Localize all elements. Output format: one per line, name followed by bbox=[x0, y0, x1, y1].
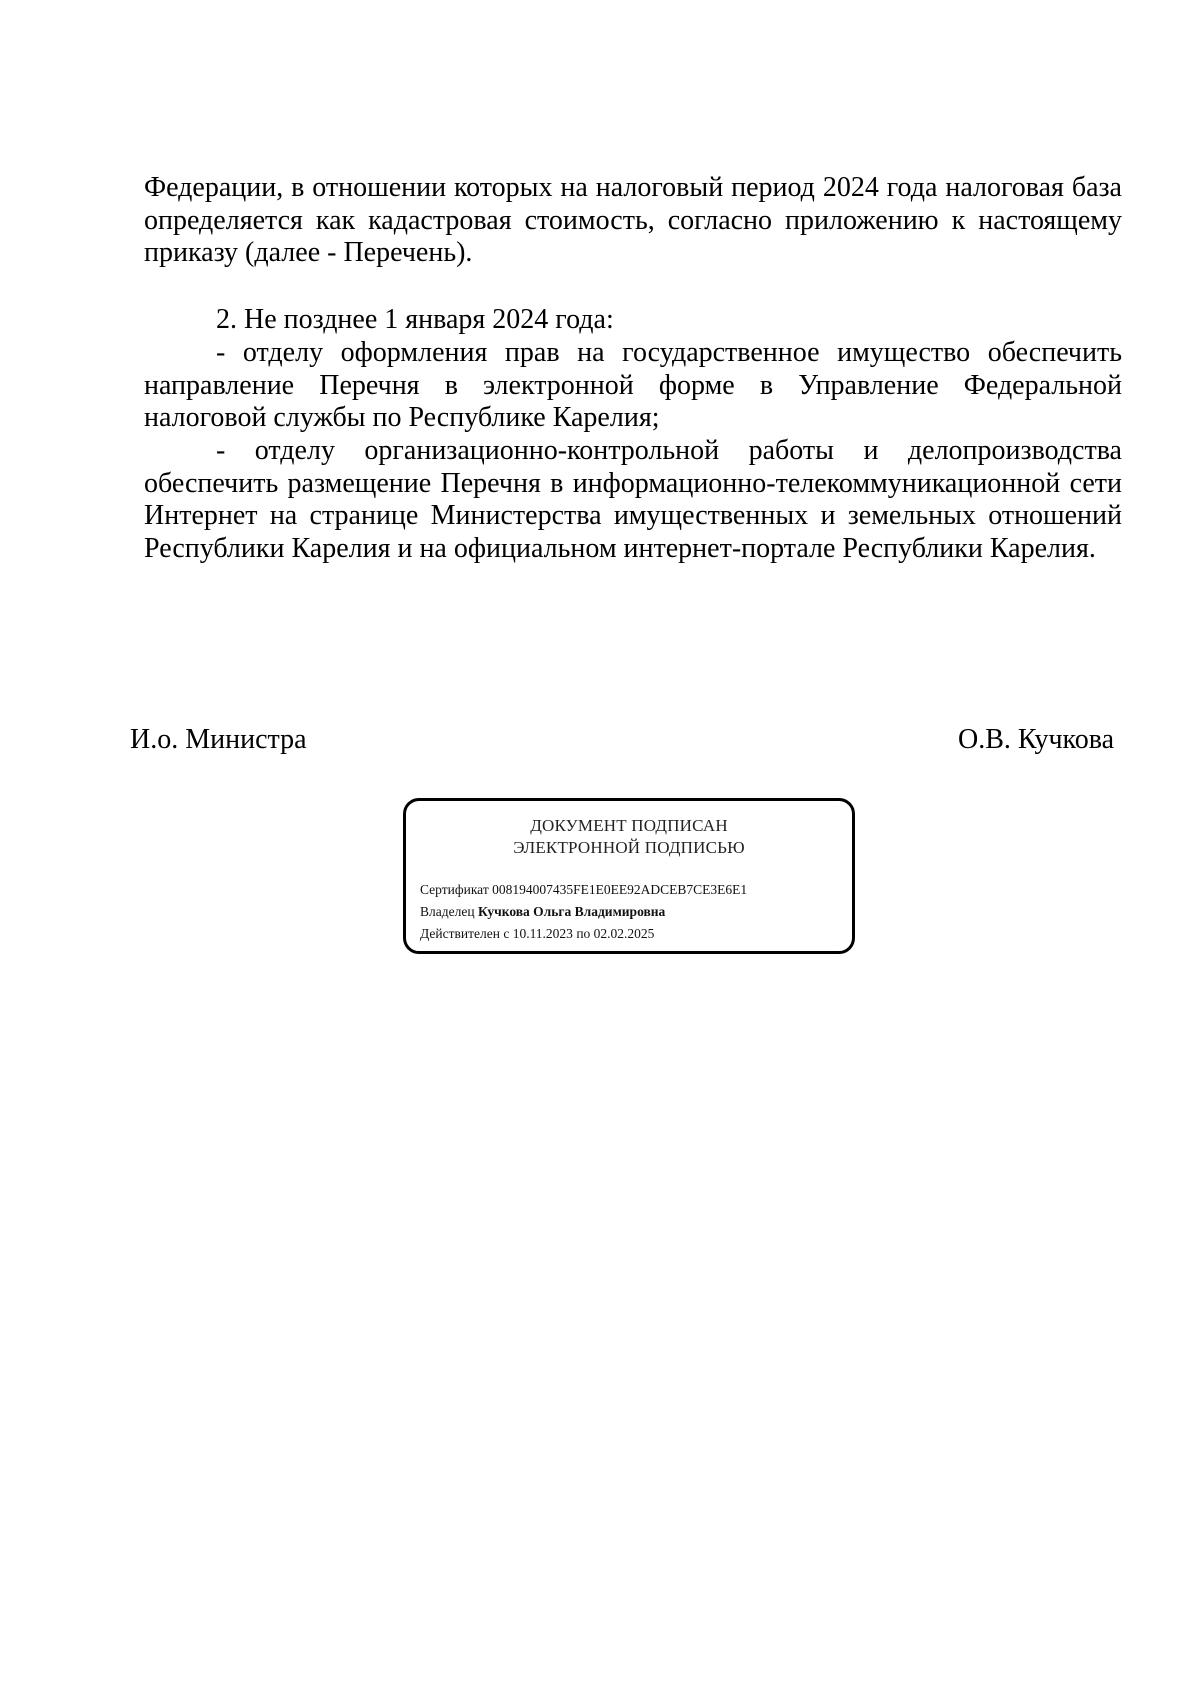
paragraph-1: Федерации, в отношении которых на налоговый период 2024 года налоговая база определяется как кадастровая стоимость, согласно приложению к настоящему приказу (далее - Перечень). bbox=[144, 172, 1122, 268]
signature-row bbox=[130, 722, 1114, 758]
stamp-details bbox=[420, 879, 747, 945]
stamp-owner-line bbox=[420, 901, 747, 923]
paragraph-2-heading: 2. Не позднее 1 января 2024 года: bbox=[216, 304, 614, 335]
stamp-valid-to-prefix: по bbox=[576, 926, 591, 941]
stamp-owner-label: Владелец bbox=[420, 904, 475, 919]
stamp-valid-from: 10.11.2023 bbox=[512, 926, 573, 941]
stamp-valid-from-prefix: с bbox=[503, 926, 510, 941]
stamp-validity-line bbox=[420, 923, 747, 945]
paragraph-2-item-1: - отделу оформления прав на государственное имущество обеспечить направление Перечня в электронной форме в Управление Федеральной налоговой службы по Республике Карелия; bbox=[144, 337, 1122, 433]
stamp-certificate-value: 008194007435FE1E0EE92ADCEB7CE3E6E1 bbox=[492, 882, 748, 897]
stamp-title-line-1: ДОКУМЕНТ ПОДПИСАН bbox=[530, 816, 728, 835]
stamp-certificate-label: Сертификат bbox=[420, 882, 489, 897]
stamp-valid-to: 02.02.2025 bbox=[593, 926, 655, 941]
electronic-signature-stamp bbox=[403, 798, 855, 954]
stamp-owner-value: Кучкова Ольга Владимировна bbox=[477, 904, 666, 919]
signatory-name: О.В. Кучкова bbox=[957, 724, 1114, 755]
stamp-valid-label: Действителен bbox=[420, 926, 500, 941]
stamp-title-line-2: ЭЛЕКТРОННОЙ ПОДПИСЬЮ bbox=[513, 838, 745, 857]
paragraph-2-item-2: - отделу организационно-контрольной работы и делопроизводства обеспечить размещение Перечня в информационно-телекоммуникационной сети Интернет на странице Министерства имущественных и земельных отношений Республики Карелия и на официальном интернет-портале Республики Карелия. bbox=[144, 435, 1122, 564]
stamp-certificate-line bbox=[420, 879, 747, 901]
signatory-role: И.о. Министра bbox=[130, 724, 307, 755]
stamp-title bbox=[406, 815, 852, 859]
